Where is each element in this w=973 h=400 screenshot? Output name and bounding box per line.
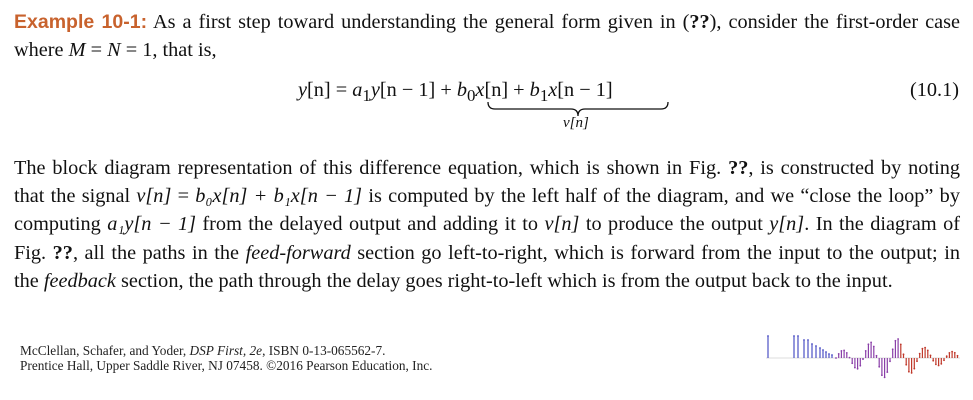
logo-stem-dot bbox=[843, 350, 845, 352]
logo-stem-dot bbox=[876, 355, 878, 357]
equation-block bbox=[0, 76, 973, 136]
body-text: . In the diagram of Fig. bbox=[14, 213, 960, 264]
eq-term: a bbox=[352, 79, 363, 101]
logo-stem-dot bbox=[911, 372, 913, 374]
math-inline: y[n] bbox=[769, 213, 805, 236]
eq-term: = bbox=[330, 79, 353, 101]
logo-stem-dot bbox=[815, 345, 817, 347]
logo-stem-dot bbox=[951, 351, 953, 353]
logo-stem-dot bbox=[927, 350, 929, 352]
eq-term: b bbox=[529, 79, 540, 101]
var-n: N bbox=[107, 39, 121, 61]
logo-stem-dot bbox=[793, 335, 795, 337]
logo-stem-dot bbox=[954, 352, 956, 354]
eq-subscript: 1 bbox=[362, 86, 371, 106]
footer-line-1 bbox=[20, 343, 432, 358]
logo-stem-dot bbox=[767, 335, 769, 337]
logo-stem-dot bbox=[946, 355, 948, 357]
footer-text: , ISBN 0-13-065562-7. bbox=[262, 343, 386, 358]
logo-stem-dot bbox=[825, 351, 827, 353]
logo-stem-dot bbox=[930, 355, 932, 357]
body-text: , all the paths in the bbox=[72, 241, 246, 264]
body-text: to produce the output bbox=[579, 213, 770, 236]
logo-stem-dot bbox=[819, 347, 821, 349]
intro-text: = 1, that is, bbox=[120, 39, 217, 61]
eq-subscript: 1 bbox=[539, 86, 549, 106]
logo-stem-dot bbox=[822, 349, 824, 351]
logo-stem-dot bbox=[868, 343, 870, 345]
logo-stem-dot bbox=[884, 376, 886, 378]
eq-subscript: 0 bbox=[466, 86, 476, 106]
math-inline: v[n] bbox=[544, 213, 580, 236]
logo-stem-dot bbox=[865, 350, 867, 352]
logo-stem-dot bbox=[935, 364, 937, 366]
logo-stem-dot bbox=[895, 340, 897, 342]
logo-stem-dot bbox=[835, 357, 837, 359]
logo-stem-dot bbox=[811, 343, 813, 345]
figure-ref: ?? bbox=[52, 241, 73, 264]
math-inline: v[n] bbox=[136, 185, 172, 208]
logo-stem-dot bbox=[905, 364, 907, 366]
logo-stem-dot bbox=[903, 353, 905, 355]
logo-stem-dot bbox=[797, 335, 799, 337]
logo-stem-dot bbox=[913, 368, 915, 370]
logo-stem-dot bbox=[908, 371, 910, 373]
figure-ref: ?? bbox=[728, 157, 749, 179]
eq-term: y bbox=[370, 79, 380, 101]
body-text: section, the path through the delay goes right-to-left which is from the output back to the input. bbox=[115, 269, 893, 292]
eq-term: b bbox=[456, 79, 467, 101]
logo-stem-dot bbox=[943, 359, 945, 361]
eq-term: y bbox=[298, 79, 308, 101]
intro-text: = bbox=[85, 39, 108, 61]
emphasis-text: feed-forward bbox=[245, 241, 351, 264]
logo-stem-dot bbox=[892, 348, 894, 350]
logo-stem-dot bbox=[846, 352, 848, 354]
body-text: The block diagram representation of this difference equation, which is shown in Fig. bbox=[14, 157, 729, 179]
logo-stem-dot bbox=[849, 357, 851, 359]
block-diagram-paragraph bbox=[14, 154, 960, 295]
logo-stem-dot bbox=[851, 362, 853, 364]
logo-stem-dot bbox=[881, 374, 883, 376]
eq-term: x bbox=[475, 79, 485, 101]
intro-text: As a first step toward understanding the general form given in ( bbox=[147, 11, 690, 33]
logo-stem-dot bbox=[870, 341, 872, 343]
logo-stem-dot bbox=[862, 358, 864, 360]
body-text: , is constructed by noting that the signal bbox=[14, 157, 961, 208]
logo-stem-dot bbox=[900, 343, 902, 345]
logo-stem-dot bbox=[857, 368, 859, 370]
equation-number: (10.1) bbox=[910, 79, 959, 101]
logo-stem-dot bbox=[940, 363, 942, 365]
logo-stem-dot bbox=[878, 366, 880, 368]
logo-stem-dot bbox=[949, 352, 951, 354]
eq-term: [n] bbox=[307, 79, 331, 101]
intro-text: ), consider the first-order case where bbox=[14, 11, 961, 61]
body-text: section go left-to-right, which is forward from the input to the output; in the bbox=[14, 241, 960, 292]
logo-stem-dot bbox=[841, 350, 843, 352]
logo-stem-dot bbox=[897, 338, 899, 340]
logo-stem-dot bbox=[854, 367, 856, 369]
body-text: from the delayed output and adding it to bbox=[196, 213, 545, 236]
logo-stem-dot bbox=[922, 348, 924, 350]
logo-stem-dot bbox=[916, 360, 918, 362]
footer-line-2: Prentice Hall, Upper Saddle River, NJ 07458. ©2016 Pearson Education, Inc. bbox=[20, 358, 433, 373]
eq-term: x bbox=[548, 79, 558, 101]
logo-stem-dot bbox=[886, 371, 888, 373]
book-title: DSP First, 2e bbox=[189, 343, 263, 358]
body-text: = bbox=[171, 185, 196, 208]
logo-stem-dot bbox=[828, 353, 830, 355]
eq-term: [n] + bbox=[484, 79, 530, 101]
emphasis-text: feedback bbox=[43, 269, 116, 292]
logo-stem-dot bbox=[803, 339, 805, 341]
body-text: is computed by the left half of the diagram, and we “close the loop” by computing bbox=[14, 185, 960, 236]
logo-stem-dot bbox=[859, 365, 861, 367]
logo-stem-dot bbox=[957, 355, 959, 357]
logo-stem-dot bbox=[919, 353, 921, 355]
example-label: Example 10-1: bbox=[14, 11, 148, 33]
intro-paragraph bbox=[14, 8, 960, 64]
math-inline: b₀x[n] + b₁x[n − 1] bbox=[195, 185, 363, 208]
dsp-first-logo bbox=[760, 322, 964, 386]
var-m: M bbox=[68, 39, 86, 61]
footer-text: McClellan, Schafer, and Yoder, bbox=[20, 343, 190, 358]
logo-stem-dot bbox=[932, 360, 934, 362]
copyright-footer bbox=[20, 343, 432, 373]
eq-term: [n − 1] bbox=[557, 79, 613, 101]
logo-stem-dot bbox=[938, 365, 940, 367]
logo-stem-dot bbox=[807, 339, 809, 341]
equation-ref: ?? bbox=[689, 11, 710, 33]
logo-stem-dot bbox=[838, 353, 840, 355]
logo-stem-dot bbox=[924, 347, 926, 349]
math-inline: a₁y[n − 1] bbox=[107, 213, 196, 236]
logo-stem-dot bbox=[873, 346, 875, 348]
eq-term: [n − 1] + bbox=[379, 79, 457, 101]
logo-stem-dot bbox=[889, 360, 891, 362]
logo-stem-dot bbox=[831, 354, 833, 356]
brace-label: v[n] bbox=[563, 115, 589, 131]
